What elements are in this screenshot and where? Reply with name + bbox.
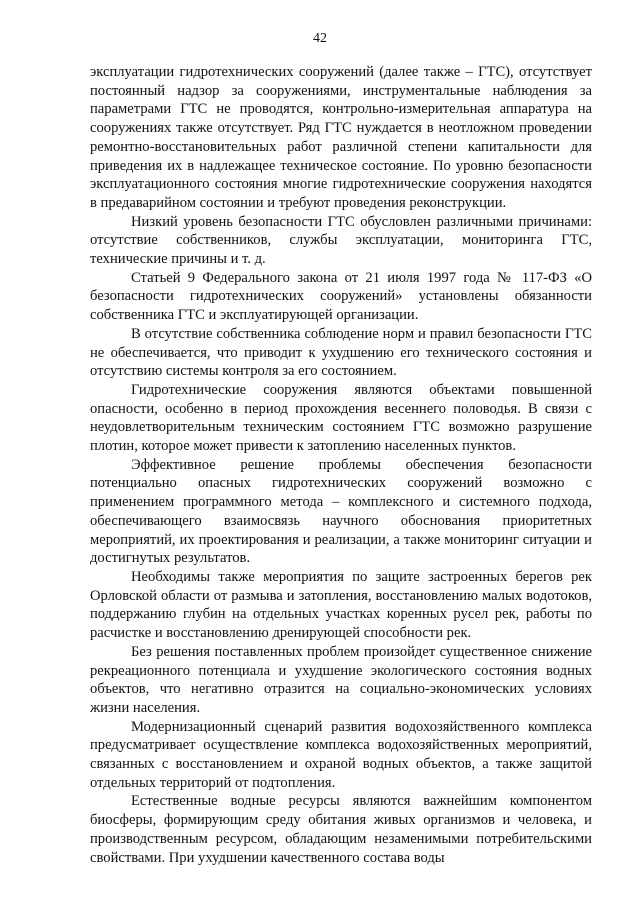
paragraph: эксплуатации гидротехнических сооружений (далее также – ГТС), отсутствует постоянный надзор за сооружениями, инструментальные наблюдения за параметрами ГТС не проводятся, контрольно-измерительная аппаратура на сооружениях также отсутствует. Ряд ГТС нуждается в неотложном проведении ремонтно-восстановительных работ различной степени капитальности для приведения их в надлежащее техническое состояние. По уровню безопасности эксплуатационного состояния многие гидротехнические сооружения находятся в предаварийном состоянии и требуют проведения реконструкции. <box>90 64 592 211</box>
paragraph: Модернизационный сценарий развития водохозяйственного комплекса предусматривает осуществление комплекса водохозяйственных мероприятий, связанных с восстановлением и охраной водных объектов, а также защитой отдельных территорий от подтопления. <box>90 718 592 791</box>
paragraph: Гидротехнические сооружения являются объектами повышенной опасности, особенно в период прохождения весеннего половодья. В связи с неудовлетворительным техническим состоянием ГТС возможно разрушение плотин, которое может привести к затоплению населенных пунктов. <box>90 381 592 455</box>
paragraph: Эффективное решение проблемы обеспечения безопасности потенциально опасных гидротехнических сооружений возможно с применением программного метода – комплексного и системного подхода, обеспечивающего взаимосвязь научного обоснования приоритетных мероприятий, их проектирования и реализации, а также мониторинг ситуации и достигнутых результатов. <box>90 456 592 567</box>
paragraph: Без решения поставленных проблем произойдет существенное снижение рекреационного потенциала и ухудшение экологического состояния водных объектов, что негативно отразится на социально-экономических условиях жизни населения. <box>90 643 592 716</box>
paragraph: В отсутствие собственника соблюдение норм и правил безопасности ГТС не обеспечивается, что приводит к ухудшению его технического состояния и отсутствию системы контроля за его состоянием. <box>90 325 592 380</box>
paragraph: Необходимы также мероприятия по защите застроенных берегов рек Орловской области от размыва и затопления, восстановлению малых водотоков, поддержанию глубин на отдельных участках коренных русел рек, работы по расчистке и восстановлению дренирующей способности рек. <box>90 568 592 642</box>
document-body <box>90 63 592 867</box>
page-number: 42 <box>313 31 327 46</box>
paragraph: Низкий уровень безопасности ГТС обусловлен различными причинами: отсутствие собственников, службы эксплуатации, мониторинга ГТС, технические причины и т. д. <box>90 213 592 268</box>
paragraph: Естественные водные ресурсы являются важнейшим компонентом биосферы, формирующим среду обитания живых организмов и человека, и производственным ресурсом, обладающим незаменимыми потребительскими свойствами. При ухудшении качественного состава воды <box>90 793 592 866</box>
paragraph: Статьей 9 Федерального закона от 21 июля 1997 года № 117-ФЗ «О безопасности гидротехнических сооружений» установлены обязанности собственника ГТС и эксплуатирующей организации. <box>90 269 592 324</box>
